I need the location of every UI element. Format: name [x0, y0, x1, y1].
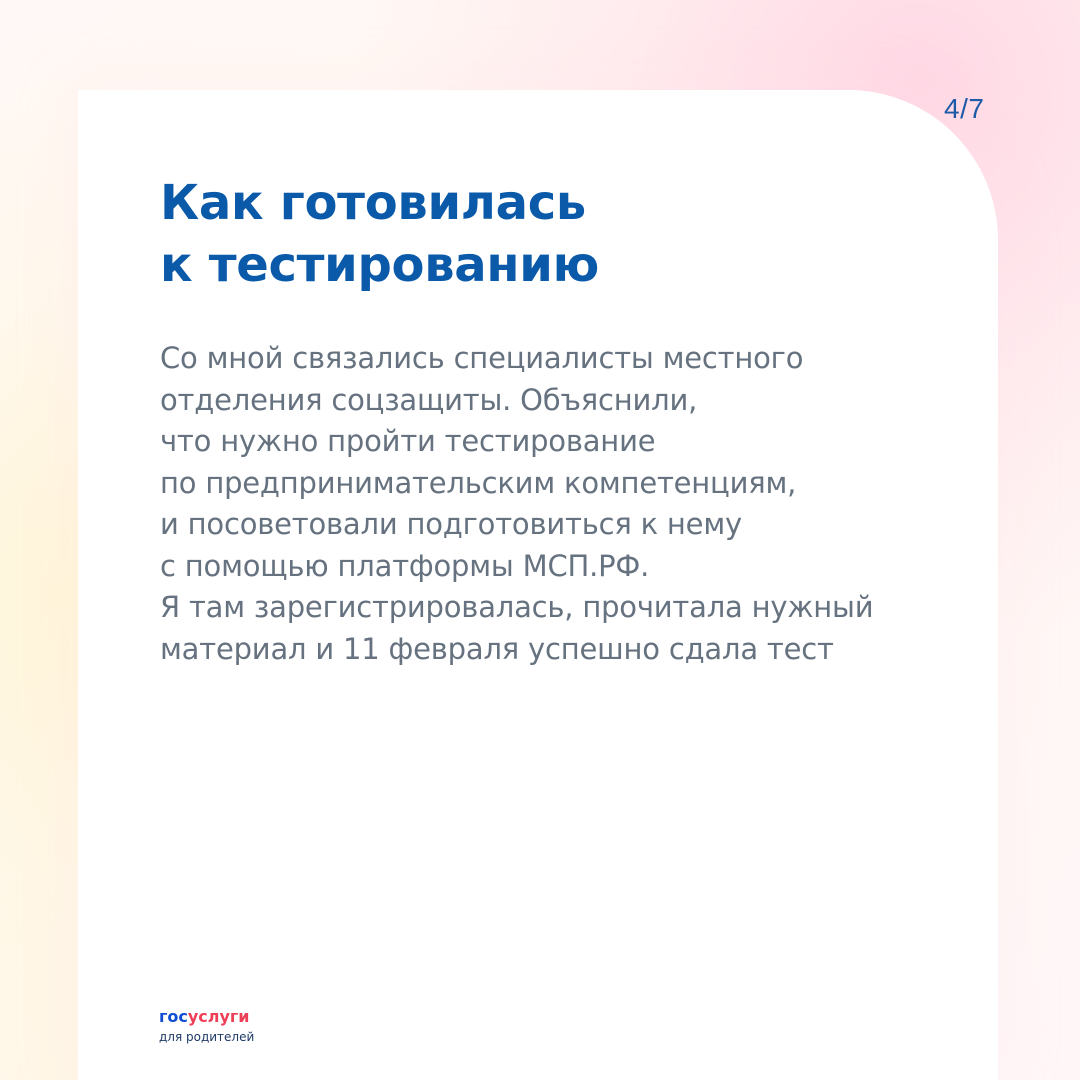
body-line: Со мной связались специалисты местного	[160, 341, 804, 375]
gosuslugi-logo	[159, 1008, 359, 1052]
body-line: и посоветовали подготовиться к нему	[160, 507, 742, 541]
logo-subtitle: для родителей	[159, 1030, 255, 1044]
page-indicator: 4/7	[944, 93, 985, 124]
logo-wordmark-gos: гос	[159, 1007, 188, 1026]
body-line: материал и 11 февраля успешно сдала тест	[160, 631, 834, 666]
story-text	[160, 338, 980, 670]
body-line: по предпринимательским компетенциям,	[160, 465, 797, 500]
title-line: Как готовилась	[160, 175, 586, 231]
body-line: что нужно пройти тестирование	[160, 424, 656, 458]
page-title	[160, 172, 920, 296]
body-line: Я там зарегистрировалась, прочитала нужный	[160, 590, 874, 624]
logo-wordmark	[159, 1008, 359, 1026]
body-line: отделения соцзащиты. Объяснили,	[160, 382, 698, 417]
logo-wordmark-uslugi: услуги	[187, 1007, 250, 1026]
body-line: с помощью платформы МСП.РФ.	[160, 548, 650, 583]
title-line: к тестированию	[160, 237, 599, 293]
